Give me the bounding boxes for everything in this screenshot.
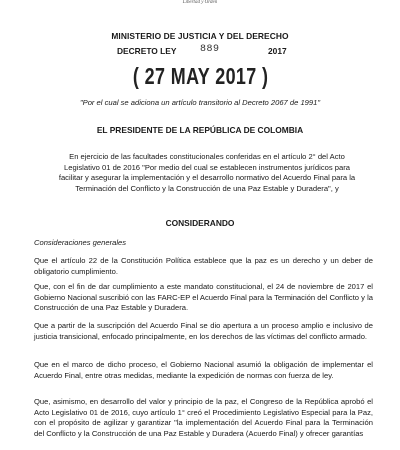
considering-heading: CONSIDERANDO: [165, 218, 235, 228]
considering-paragraph: Que, asimismo, en desarrollo del valor y principio de la paz, el Congreso de la República aprobó el Acto Legislativo 01 de 2016, cuyo artículo 1° creó el Procedimiento Legislativo Especial para la Paz, con el propósito de agilizar y garantizar "la implementación del Acuerdo Final para la Terminación del Conflicto y la Construcción de una Paz Estable y Duradera (Acuerdo Final) y ofrecer garantías: [34, 397, 373, 438]
date-stamp: ( 27 MAY 2017 ): [132, 63, 269, 89]
considering-paragraph: Que en el marco de dicho proceso, el Gobierno Nacional asumió la obligación de implementar el Acuerdo Final, entre otras medidas, mediante la expedición de normas con fuerza de ley.: [34, 360, 373, 380]
coat-of-arms-motto: Libertad y Orden: [182, 0, 218, 5]
ministry-heading: MINISTERIO DE JUSTICIA Y DEL DERECHO: [111, 31, 289, 41]
considering-paragraph: Que el artículo 22 de la Constitución Política establece que la paz es un derecho y un deber de obligatorio cumplimiento.: [34, 256, 373, 276]
decree-number: 889: [200, 44, 220, 55]
president-heading: EL PRESIDENTE DE LA REPÚBLICA DE COLOMBIA: [96, 125, 304, 135]
preamble-paragraph: En ejercicio de las facultades constitucionales conferidas en el artículo 2° del Acto Legislativo 01 de 2016 "Por medio del cual se establecen instrumentos jurídicos para facilitar y asegurar la implementación y el desarrollo normativo del Acuerdo Final para la Terminación del Conflicto y la Construcción de una Paz Estable y Duradera", y: [58, 152, 356, 193]
considering-paragraph: Que, con el fin de dar cumplimiento a este mandato constitucional, el 24 de noviembre de 2017 el Gobierno Nacional suscribió con las FARC-EP el Acuerdo Final para la Terminación del Conflicto y la Construcción de una Paz Estable y Duradera.: [34, 282, 373, 313]
decree-header: [0, 46, 400, 60]
decree-year: 2017: [268, 46, 287, 56]
considering-paragraph: Que a partir de la suscripción del Acuerdo Final se dio apertura a un proceso amplio e inclusivo de justicia transicional, enfocado principalmente, en los derechos de las víctimas del conflicto armado.: [34, 321, 373, 341]
section-subheading: Consideraciones generales: [34, 238, 127, 247]
decree-label: DECRETO LEY: [117, 46, 177, 56]
decree-subject: "Por el cual se adiciona un artículo transitorio al Decreto 2067 de 1991": [79, 98, 321, 107]
